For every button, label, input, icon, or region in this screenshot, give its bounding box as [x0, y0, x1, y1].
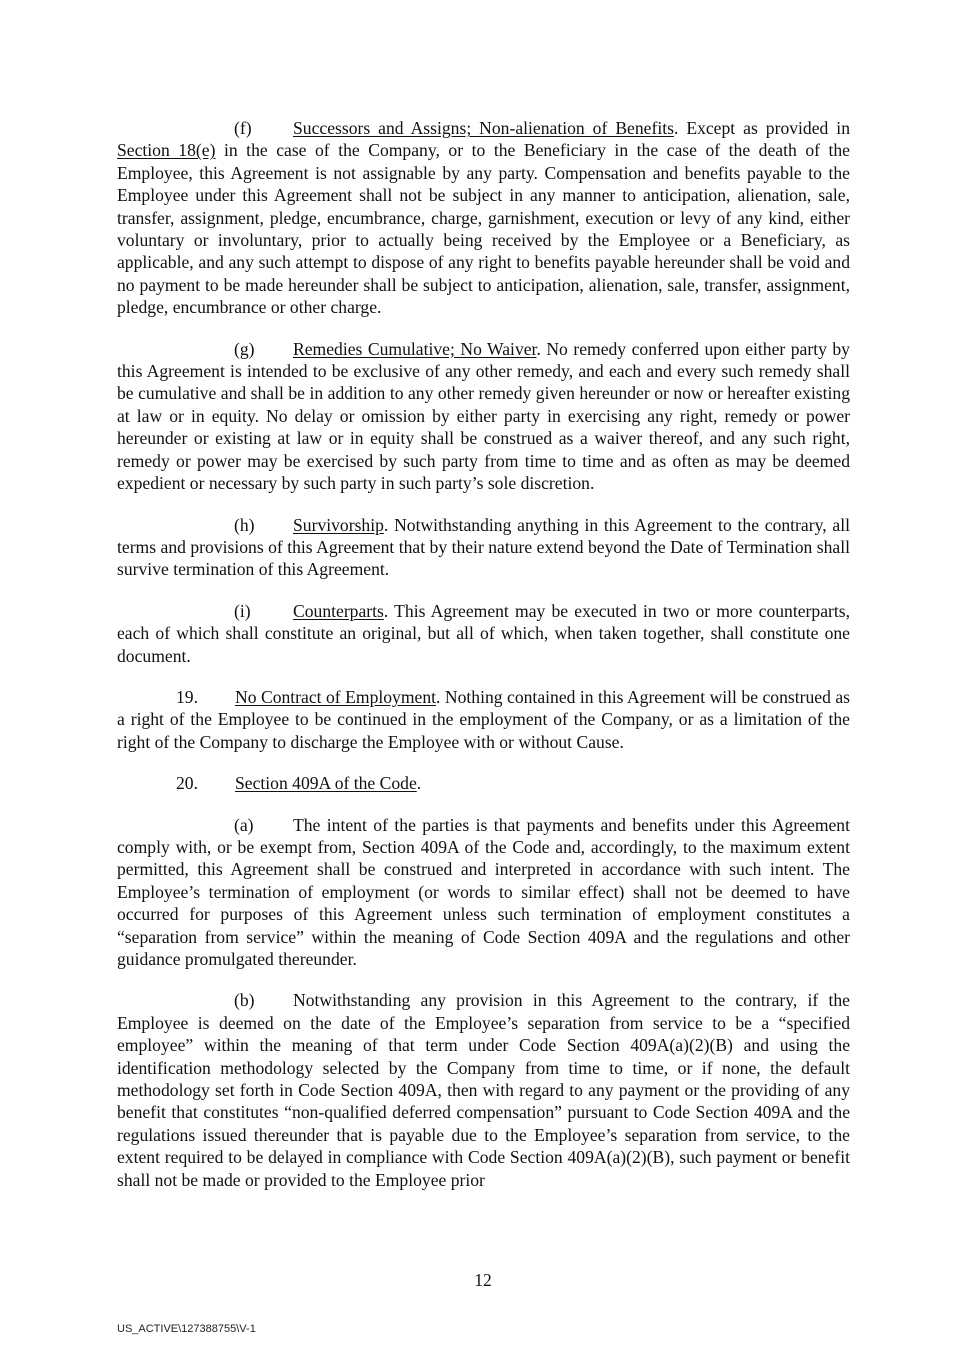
document-id-footer: US_ACTIVE\127388755\V-1 [117, 1323, 256, 1335]
paragraph-text: . [416, 773, 422, 794]
paragraph-text: . This Agreement may be executed in two or more counterparts, each of which shall constitute an original, but all of which, when taken together, shall constitute one document. [117, 600, 850, 666]
paragraph-text: Notwithstanding any provision in this Agreement to the contrary, if the Employee is deemed on the date of the Employee’s separation from service to be a “specified employee” within the meaning of that term under Code Section 409A(a)(2)(B) and using the identification methodology selected by the Company from time to time, or if none, the default methodology set forth in Code Section 409A, then with regard to any payment or the providing of any benefit that constitutes “non-qualified deferred compensation” pursuant to Code Section 409A and the regulations issued thereunder that is payable due to the Employee’s separation from service, to the extent required to be delayed in compliance with Code Section 409A(a)(2)(B), such payment or benefit shall not be made or provided to the Employee prior [117, 990, 850, 1190]
paragraph-20b [117, 989, 850, 1191]
section-reference: Section 18(e) [117, 140, 216, 161]
paragraph-20a [117, 814, 850, 971]
paragraph-text: . Notwithstanding anything in this Agreement to the contrary, all terms and provisions of this Agreement that by their nature extend beyond the Date of Termination shall survive termination of this Agreement. [117, 514, 850, 580]
paragraph-text: . Except as provided in [673, 118, 850, 138]
section-number: 19. [176, 686, 198, 707]
paragraph-number: (i) [234, 600, 251, 621]
paragraph-number: (h) [234, 514, 255, 535]
section-number: 20. [176, 773, 198, 794]
section-heading: Section 409A of the Code [235, 773, 417, 794]
paragraph-text: The intent of the parties is that payments and benefits under this Agreement comply with, or be exempt from, Section 409A of the Code and, accordingly, to the maximum extent permitted, this Agreement shall be construed and interpreted in accordance with such intent. The Employee’s termination of employment (or words to similar effect) shall not be deemed to have occurred for purposes of this Agreement unless such termination of employment constitutes a “separation from service” within the meaning of Code Section 409A and the regulations and other guidance promulgated thereunder. [117, 814, 850, 969]
paragraph-18g [117, 338, 850, 495]
paragraph-heading: Survivorship [293, 514, 384, 535]
paragraph-number: (g) [234, 338, 255, 359]
section-heading: No Contract of Employment [235, 686, 437, 707]
page-number: 12 [474, 1270, 492, 1290]
paragraph-18h [117, 514, 850, 581]
paragraph-number: (a) [234, 814, 254, 835]
paragraph-text: in the case of the Company, or to the Beneficiary in the case of the death of the Employee, this Agreement is not assignable by any party. Compensation and benefits payable to the Employee under this Agreement shall not be subject in any manner to anticipation, alienation, sale, transfer, assignment, pledge, encumbrance, charge, garnishment, execution or levy of any kind, either voluntary or involuntary, prior to actually being received by the Employee or a Beneficiary, as applicable, and any such attempt to dispose of any right to benefits payable hereunder shall be void and no payment to be made hereunder shall be subject to anticipation, alienation, sale, transfer, assignment, pledge, encumbrance or other charge. [117, 140, 850, 318]
paragraph-heading: Successors and Assigns; Non-alienation of Benefits [293, 118, 674, 138]
section-19 [117, 686, 850, 753]
paragraph-number: (b) [234, 990, 255, 1011]
document-body [117, 117, 850, 1210]
paragraph-text: . No remedy conferred upon either party by this Agreement is intended to be exclusive of any other remedy, and each and every such remedy shall be cumulative and shall be in addition to any other remedy given hereunder or now or hereafter existing at law or in equity. No delay or omission by either party in exercising any right, remedy or power hereunder or existing at law or in equity shall be construed as a waiver thereof, and any such right, remedy or power may be exercised by such party from time to time and as often as may be deemed expedient or necessary by such party in such party’s sole discretion. [117, 338, 850, 494]
paragraph-heading: Remedies Cumulative; No Waiver [293, 338, 537, 359]
paragraph-number: (f) [234, 118, 252, 138]
paragraph-18f [117, 117, 850, 319]
section-20 [117, 772, 850, 794]
paragraph-text: . Nothing contained in this Agreement will be construed as a right of the Employee to be continued in the employment of the Company, or as a limitation of the right of the Company to discharge the Employee with or without Cause. [117, 686, 850, 752]
paragraph-18i [117, 600, 850, 667]
paragraph-heading: Counterparts [293, 600, 384, 621]
